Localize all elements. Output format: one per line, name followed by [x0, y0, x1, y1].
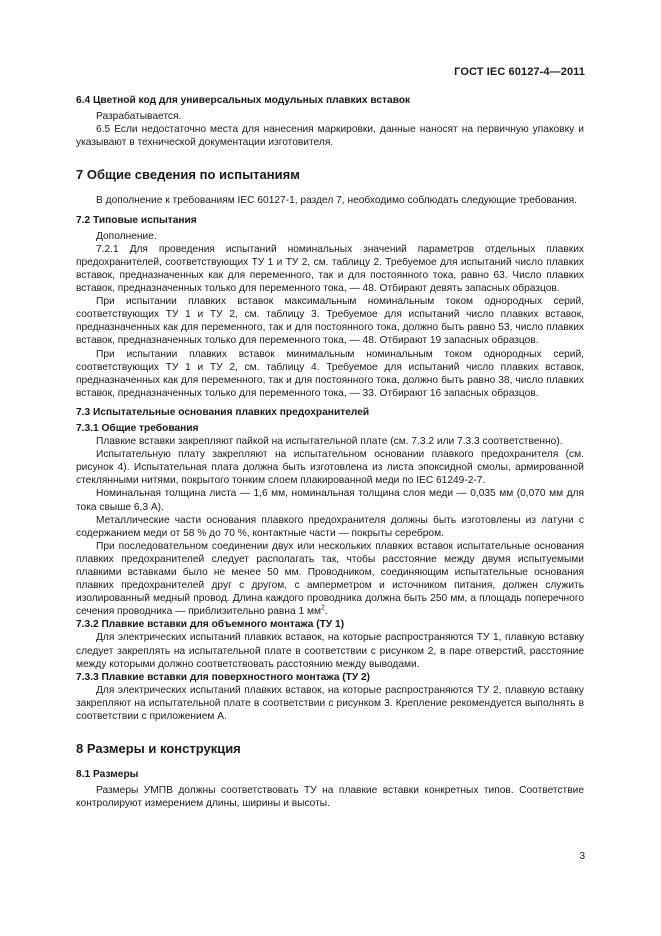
- page-number: 3: [579, 851, 585, 862]
- section-6-5-text: 6.5 Если недостаточно места для нанесения маркировки, данные наносят на первичную упаковку и указывают в технической документации изготовителя.: [76, 124, 584, 149]
- section-7-2-1-p2: 7.2.1 Для проведения испытаний номинальных значений параметров отдельных плавких предохранителей, соответствующих ТУ 1 и ТУ 2, см. таблицу 2. Требуемое для испытаний число плавких вставок, предназначенных как для переменного, так и для постоянного тока, равно 63. Число плавких вставок, предназначенных только для переменного тока, — 48. Отбирают девять запасных образцов.: [76, 243, 584, 295]
- standard-id-header: ГОСТ IEC 60127-4—2011: [454, 66, 585, 78]
- section-7-2-p1: Дополнение.: [96, 230, 157, 242]
- section-8-1-p1: Размеры УМПВ должны соответствовать ТУ на плавкие вставки конкретных типов. Соответствие контролируют измерением длины, ширины и высоты.: [76, 785, 584, 810]
- section-7-3-2-p1: Для электрических испытаний плавких вставок, на которые распространяются ТУ 1, плавкую вставку следует закреплять на испытательной плате в соответствии с рисунком 2, в паре отверстий, расстояние между которыми должно соответствовать расстоянию между выводами.: [76, 632, 584, 670]
- section-7-3-1-p2: Испытательную плату закрепляют на испытательном основании плавкого предохранителя (см. рисунок 4). Испытательная плата должна быть изготовлена из листа эпоксидной смолы, армированной стеклянными нитями, покрытого тонким слоем плакированной меди по IEC 61249-2-7.: [76, 449, 584, 487]
- page-content: [76, 94, 584, 811]
- section-7-2-title: 7.2 Типовые испытания: [76, 214, 197, 226]
- section-7-3-1-p1: Плавкие вставки закрепляют пайкой на испытательной плате (см. 7.3.2 или 7.3.3 соответственно).: [96, 436, 563, 448]
- section-6-4-text: Разрабатывается.: [96, 111, 182, 123]
- section-7-3-1-p5: [76, 540, 584, 619]
- section-7-3-title: 7.3 Испытательные основания плавких предохранителей: [76, 406, 370, 418]
- section-6-4-title: 6.4 Цветной код для универсальных модульных плавких вставок: [76, 95, 411, 106]
- section-7-3-1-p3: Номинальная толщина листа — 1,6 мм, номинальная толщина слоя меди — 0,035 мм (0,070 мм для тока свыше 6,3 А).: [76, 488, 584, 513]
- section-7-3-1-p4: Металлические части основания плавкого предохранителя должны быть изготовлены из латуни с содержанием меди от 58 % до 70 %, контактные части — покрыты серебром.: [76, 514, 584, 539]
- superscript: 2: [320, 604, 325, 612]
- section-7-3-1-title: 7.3.1 Общие требования: [76, 422, 199, 434]
- section-8-1-title: 8.1 Размеры: [76, 769, 139, 781]
- section-7-3-1-p5-end: .: [324, 606, 328, 618]
- section-7-intro: В дополнение к требованиям IEC 60127-1, раздел 7, необходимо соблюдать следующие требования.: [96, 195, 577, 207]
- section-7-3-3-p1: Для электрических испытаний плавких вставок, на которые распространяются ТУ 2, плавкую вставку закрепляют на испытательной плате в соответствии с рисунком 3. Крепление рекомендуется выполнять в соответствии с приложением А.: [76, 684, 584, 723]
- section-7-2-p4: При испытании плавких вставок минимальным номинальным током однородных серий, соответствующих ТУ 1 и ТУ 2, см. таблицу 4. Требуемое для испытаний число плавких вставок, предназначенных как для переменного, так и для постоянного тока, должно быть равно 38, число плавких вставок, предназначенных только для переменного тока, — 33. Отбирают 16 запасных образцов.: [76, 348, 584, 399]
- section-7-3-2-title: 7.3.2 Плавкие вставки для объемного монтажа (ТУ 1): [76, 619, 345, 631]
- section-7-3-1-p5-text: При последовательном соединении двух или нескольких плавких вставок испытательные основания плавких предохранителей следует располагать так, чтобы расстояние между двумя испытуемыми плавкими вставками было не менее 50 мм. Проводником, соединяющим испытательные основания плавких предохранителей друг с другом, с амперметром и источником питания, должен служить изолированный медный провод. Длина каждого проводника должна быть 250 мм, а площадь поперечного сечения проводника — приблизительно равна 1 мм: [76, 540, 584, 618]
- section-7-3-3-title: 7.3.3 Плавкие вставки для поверхностного монтажа (ТУ 2): [76, 671, 371, 683]
- section-8-title: 8 Размеры и конструкция: [76, 741, 241, 757]
- section-7-2-p3: При испытании плавких вставок максимальным номинальным током однородных серий, соответствующих ТУ 1 и ТУ 2, см. таблицу 3. Требуемое для испытаний число плавких вставок, предназначенных как для переменного, так и для постоянного тока, должно быть равно 53, число плавких вставок, предназначенных только для переменного тока, — 48. Отбирают 19 запасных образцов.: [76, 296, 584, 347]
- section-7-title: 7 Общие сведения по испытаниям: [76, 167, 300, 183]
